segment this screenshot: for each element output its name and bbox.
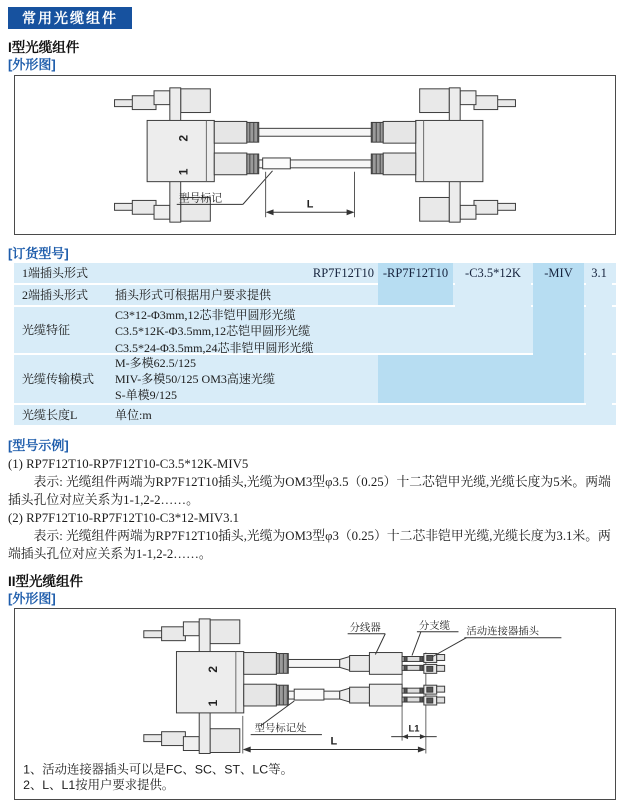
upper-splitter-assembly — [340, 653, 445, 675]
splitter-label: 分线器 — [349, 622, 381, 634]
row-label: 1端插头形式 — [22, 266, 89, 280]
diagram-type2-box — [14, 608, 616, 800]
marking-label: 型号标记处 — [254, 723, 307, 735]
pin-number-1: 1 — [176, 168, 191, 176]
row-value-line: MIV-多模50/125 OM3高速光缆 — [115, 372, 275, 386]
row-label: 2端插头形式 — [22, 288, 89, 302]
row-value-line: C3*12-Φ3mm,12芯非铠甲圆形光缆 — [115, 308, 296, 322]
code-stripe-seg5 — [586, 263, 612, 425]
row-value-group — [115, 355, 275, 403]
ordering-heading: [订货型号] — [8, 246, 69, 261]
section1-title: I型光缆组件 — [8, 40, 80, 55]
marking-sleeve — [263, 158, 291, 169]
row-label: 光缆长度L — [22, 408, 78, 422]
section1-outline-heading: [外形图] — [8, 57, 56, 72]
row-value-group — [115, 307, 313, 356]
row-value: 插头形式可根据用户要求提供 — [115, 288, 272, 302]
row-value-line: C3.5*12K-Φ3.5mm,12芯铠甲圆形光缆 — [115, 324, 311, 339]
pin-number-2: 2 — [176, 134, 191, 142]
pin-number-2: 2 — [206, 666, 221, 673]
row-value-line: C3.5*24-Φ3.5mm,24芯非铠甲圆形光缆 — [115, 340, 314, 355]
code-segment-4: -MIV — [544, 266, 573, 280]
example-code: (1) RP7F12T10-RP7F12T10-C3.5*12K-MIV5 — [8, 457, 249, 471]
row-value: 单位:m — [115, 408, 152, 422]
marking-label: 型号标记 — [178, 192, 223, 205]
dimension-l-label: L — [330, 735, 338, 748]
row-value-line: M-多模62.5/125 — [115, 356, 197, 370]
marking-sleeve — [294, 689, 324, 700]
lower-splitter-assembly — [340, 684, 445, 706]
section2-outline-heading: [外形图] — [8, 591, 56, 606]
connector-plug-label: 活动连接器插头 — [466, 626, 540, 638]
dimension-l-label: L — [306, 198, 314, 211]
diagram-type2-drawing — [15, 609, 615, 799]
example-desc: 表示: 光缆组件两端为RP7F12T10插头,光缆为OM3型φ3.5（0.25）十二芯铠甲光缆,光缆长度为5米。两端插头孔位对应关系为1-1,2-2……。 — [8, 475, 611, 507]
row-value-line: S-单模9/125 — [115, 388, 178, 402]
section2-title: II型光缆组件 — [8, 574, 84, 589]
example-block — [8, 455, 620, 563]
upper-cable — [288, 659, 339, 667]
pin-number-1: 1 — [206, 699, 221, 707]
upper-cable — [259, 128, 372, 136]
diagram-type1-box — [14, 75, 616, 235]
code-segment-1: RP7F12T10 — [312, 266, 374, 280]
diagram-note-2: 2、L、L1按用户要求提供。 — [23, 778, 175, 793]
code-segment-2: -RP7F12T10 — [382, 266, 449, 280]
row-label: 光缆特征 — [22, 323, 71, 337]
diagram-note-1: 1、活动连接器插头可以是FC、SC、ST、LC等。 — [23, 762, 293, 777]
dimension-l1-label: L1 — [408, 722, 420, 734]
ordering-table — [14, 263, 616, 425]
table-row — [14, 405, 616, 425]
row-label: 光缆传输模式 — [22, 372, 95, 386]
code-segment-3: -C3.5*12K — [465, 266, 521, 280]
example-code: (2) RP7F12T10-RP7F12T10-C3*12-MIV3.1 — [8, 511, 240, 525]
right-connector — [371, 88, 515, 222]
code-stripe-row4 — [378, 355, 584, 403]
branch-cable-label: 分支缆 — [418, 620, 451, 632]
example-heading: [型号示例] — [8, 438, 69, 453]
code-segment-5: 3.1 — [591, 266, 607, 280]
page-header-badge: 常用光缆组件 — [8, 7, 132, 29]
diagram-type1-drawing — [15, 76, 615, 234]
example-desc: 表示: 光缆组件两端为RP7F12T10插头,光缆为OM3型φ3（0.25）十二芯非铠甲光缆,光缆长度为3.1米。两端插头孔位对应关系为1-1,2-2……。 — [8, 529, 611, 561]
